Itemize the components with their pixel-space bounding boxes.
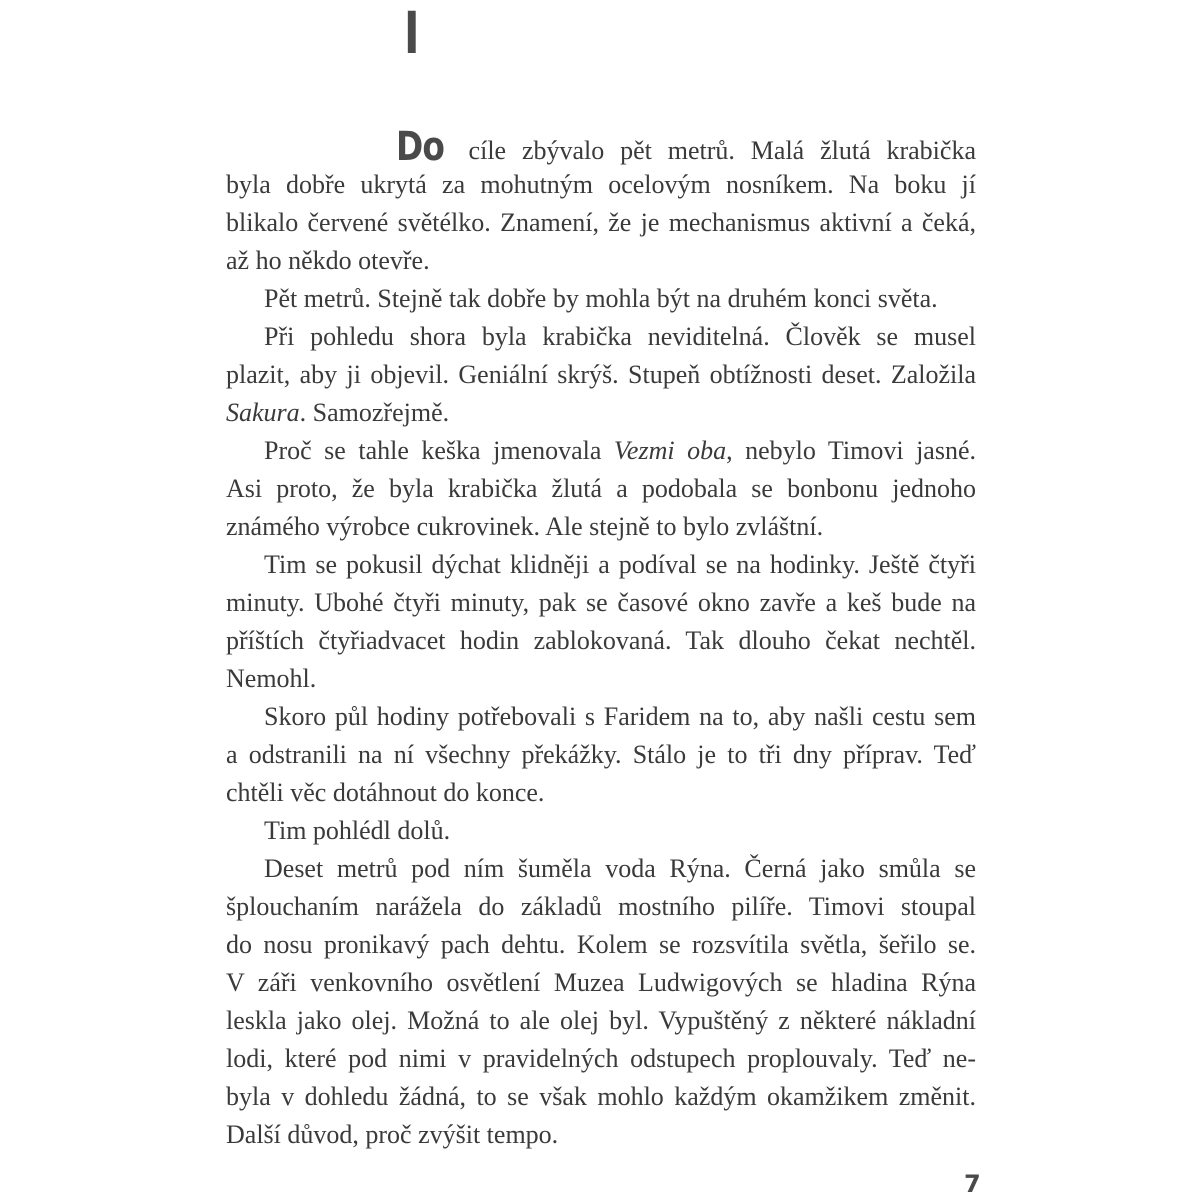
text-line: a odstranili na ní všechny překážky. Stálo je to tři dny příprav. Teď [226,740,976,769]
text-line: příštích čtyřiadvacet hodin zablokovaná. Tak dlouho čekat nechtěl. [226,626,976,655]
text-line: Skoro půl hodiny potřebovali s Faridem na to, aby našli cestu sem [264,702,976,731]
page-number: 7 [964,1170,981,1198]
text-line: Při pohledu shora byla krabička neviditelná. Člověk se musel [264,322,976,351]
body-text [226,128,976,1154]
text-line: byla v dohledu žádná, to se však mohlo každým okamžikem změnit. [226,1082,976,1111]
text-line: Další důvod, proč zvýšit tempo. [226,1120,559,1149]
text-line: do nosu pronikavý pach dehtu. Kolem se rozsvítila světla, šeřilo se. [226,930,976,959]
text-line: minuty. Ubohé čtyři minuty, pak se časové okno zavře a keš bude na [226,588,976,617]
chapter-number: I [404,0,420,67]
text-line: V záři venkovního osvětlení Muzea Ludwigových se hladina Rýna [226,968,976,997]
text-line: Nemohl. [226,664,317,693]
text-line: Tim pohlédl dolů. [264,816,451,845]
text-line: lodi, které pod nimi v pravidelných odstupech proplouvaly. Teď ne- [226,1044,976,1073]
text-line: Sakura. Samozřejmě. [226,398,450,427]
text-line: až ho někdo otevře. [226,246,430,275]
text-line: Deset metrů pod ním šuměla voda Rýna. Černá jako smůla se [264,854,976,883]
text-line: plazit, aby ji objevil. Geniální skrýš. Stupeň obtížnosti deset. Založila [226,360,976,389]
text-line: známého výrobce cukrovinek. Ale stejně to bylo zvláštní. [226,512,824,541]
text-line: šplouchaním narážela do základů mostního pilíře. Timovi stoupal [226,892,976,921]
text-line: Do cíle zbývalo pět metrů. Malá žlutá krabička [396,128,976,166]
lead-word: Do [396,128,445,166]
text-line: Tim se pokusil dýchat klidněji a podíval se na hodinky. Ještě čtyři [264,550,976,579]
text-line: Asi proto, že byla krabička žlutá a podobala se bonbonu jednoho [226,474,976,503]
text-line: leskla jako olej. Možná to ale olej byl. Vypuštěný z některé nákladní [226,1006,976,1035]
text-line: Proč se tahle keška jmenovala Vezmi oba, nebylo Timovi jasné. [264,436,976,465]
text-line: Pět metrů. Stejně tak dobře by mohla být na druhém konci světa. [264,284,938,313]
text-line: blikalo červené světélko. Znamení, že je mechanismus aktivní a čeká, [226,208,976,237]
text-line: byla dobře ukrytá za mohutným ocelovým nosníkem. Na boku jí [226,170,976,199]
text-line: chtěli věc dotáhnout do konce. [226,778,545,807]
